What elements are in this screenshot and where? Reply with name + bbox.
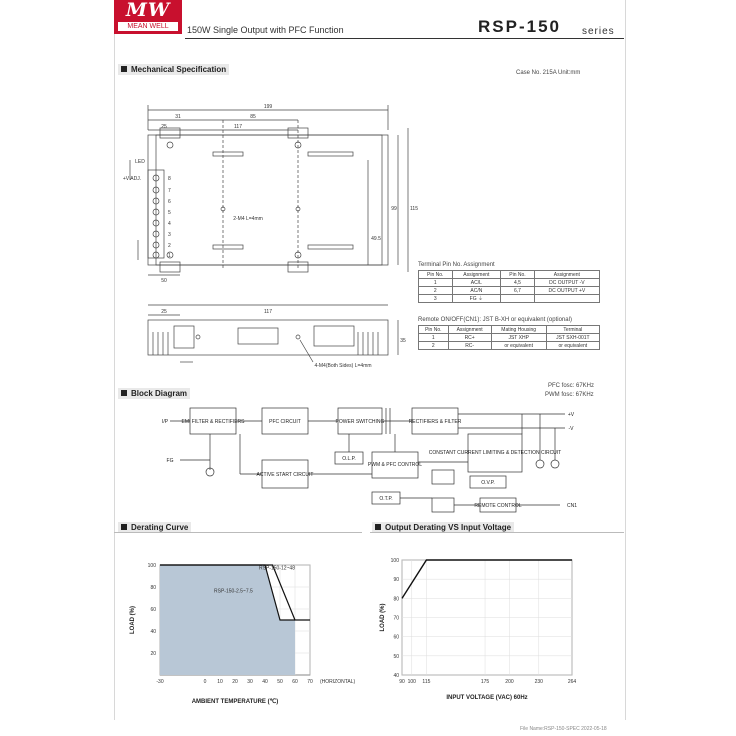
- mechanical-drawing: [118, 100, 418, 410]
- header-divider: [185, 38, 624, 39]
- divider: [370, 532, 624, 533]
- y-tick-label: 100: [390, 558, 399, 564]
- pwm-block: PWM & PFC CONTROL: [367, 462, 423, 468]
- brand-logo: [114, 0, 182, 34]
- section-mechanical-title: Mechanical Specification: [131, 65, 227, 74]
- y-tick-label: 60: [393, 634, 399, 641]
- x-tick-extra: (HORIZONTAL): [320, 679, 356, 685]
- section-derating-title: Derating Curve: [131, 523, 189, 532]
- x-tick-label: 90: [399, 679, 405, 685]
- table-header: Terminal: [546, 326, 599, 334]
- pin-label: 2: [168, 243, 171, 249]
- brand-mark: MW: [125, 0, 171, 21]
- table-header: Pin No.: [419, 271, 453, 279]
- table-cell: 3: [419, 295, 453, 303]
- dim-d: 25: [161, 124, 167, 130]
- y-tick-label: 80: [150, 585, 156, 591]
- dim-c: 117: [234, 124, 242, 130]
- table-cell: or equivalent: [491, 342, 546, 350]
- ovp-block: O.V.P.: [481, 480, 495, 486]
- x-tick-label: 230: [534, 679, 543, 685]
- block-diagram: [160, 400, 600, 515]
- terminal-table: [418, 270, 600, 303]
- x-tick-label: 10: [217, 679, 223, 685]
- table-cell: AC/L: [452, 279, 501, 287]
- table-row: [419, 287, 600, 295]
- case-info: Case No. 215A Unit:mm: [516, 70, 581, 76]
- y-tick-label: 80: [393, 596, 399, 603]
- y-tick-label: 90: [393, 577, 399, 584]
- x-tick-label: 20: [232, 679, 238, 685]
- y-tick-label: 70: [393, 615, 399, 622]
- dim-h2: 115: [410, 206, 418, 212]
- ip-label: I/P: [161, 419, 169, 425]
- terminal-title: Terminal Pin No. Assignment: [418, 262, 495, 268]
- dim-total: 199: [263, 104, 273, 110]
- table-cell: RC-: [448, 342, 491, 350]
- table-cell: FG ⏚: [452, 295, 501, 303]
- vminus-label: -V: [568, 426, 574, 432]
- section-mechanical: [118, 64, 229, 75]
- table-header-row: [419, 271, 600, 279]
- table-cell: 1: [419, 279, 453, 287]
- adj-label: +V ADJ.: [122, 176, 142, 182]
- section-block: [118, 388, 190, 399]
- x-tick-label: 40: [262, 679, 268, 685]
- pin-label: 5: [168, 210, 171, 216]
- x-axis-label: INPUT VOLTAGE (VAC) 60Hz: [446, 695, 528, 701]
- pin-label: 4: [168, 221, 171, 227]
- x-tick-label: 175: [480, 679, 490, 685]
- model-title: RSP-150: [478, 17, 561, 36]
- derating-chart: [120, 545, 365, 705]
- table-cell: 4,5: [501, 279, 535, 287]
- table-cell: JST SXH-001T: [546, 334, 599, 342]
- area-series-low: [160, 565, 295, 675]
- table-header: Pin No.: [501, 271, 535, 279]
- table-header-row: [419, 326, 600, 334]
- table-cell: 2: [419, 287, 453, 295]
- section-input-title: Output Derating VS Input Voltage: [385, 523, 512, 532]
- x-tick-label: 115: [422, 679, 431, 685]
- table-row: [419, 295, 600, 303]
- divider: [114, 532, 362, 533]
- table-header: Assignment: [534, 271, 599, 279]
- cn1-label: CN1: [566, 503, 578, 509]
- x-tick-label: 50: [277, 679, 283, 685]
- footer-note: File Name:RSP-150-SPEC 2022-05-18: [520, 726, 607, 732]
- vplus-label: +V: [567, 412, 575, 418]
- remote-block: REMOTE CONTROL: [474, 503, 522, 509]
- table-cell: [501, 295, 535, 303]
- product-subtitle: 150W Single Output with PFC Function: [187, 25, 344, 35]
- x-tick-label: -30: [156, 679, 164, 685]
- table-cell: DC OUTPUT +V: [534, 287, 599, 295]
- brand-name: MEAN WELL: [117, 21, 179, 32]
- table-cell: JST XHP: [491, 334, 546, 342]
- y-axis-label: LOAD (%): [380, 603, 386, 632]
- y-tick-label: 60: [150, 607, 156, 613]
- table-header: Assignment: [452, 271, 501, 279]
- section-block-title: Block Diagram: [131, 389, 188, 398]
- table-header: Mating Housing: [491, 326, 546, 334]
- pfc-block: PFC CIRCUIT: [269, 419, 301, 425]
- emi-block: EMI FILTER & RECTIFIERS: [181, 419, 245, 425]
- screw-note: 2-M4 L=4mm: [233, 216, 263, 222]
- input-voltage-chart: [372, 545, 612, 705]
- dim-side2: 35: [400, 338, 406, 344]
- table-cell: AC/N: [452, 287, 501, 295]
- pwm-fosc: PWM fosc: 67KHz: [545, 392, 594, 398]
- pfc-fosc: PFC fosc: 67KHz: [548, 383, 595, 389]
- table-cell: or equivalent: [546, 342, 599, 350]
- pin-label: 8: [168, 176, 171, 182]
- x-tick-label: 264: [567, 679, 577, 685]
- active-block: ACTIVE START CIRCUIT: [256, 472, 314, 478]
- series-label: series: [582, 26, 615, 37]
- y-tick-label: 40: [393, 673, 399, 679]
- x-tick-label: 100: [407, 679, 416, 685]
- table-cell: 2: [419, 342, 449, 350]
- side-screw-note: 4-M4(Both Sides) L=4mm: [314, 363, 372, 369]
- dim-bot: 117: [264, 309, 272, 315]
- table-header: Assignment: [448, 326, 491, 334]
- table-cell: 1: [419, 334, 449, 342]
- dim-bot-l: 25: [161, 309, 167, 315]
- y-tick-label: 40: [150, 629, 156, 635]
- table-cell: RC+: [448, 334, 491, 342]
- table-row: [419, 342, 600, 350]
- y-tick-label: 20: [150, 651, 156, 657]
- olp-block: O.L.P.: [342, 456, 356, 462]
- table-cell: [534, 295, 599, 303]
- table-cell: DC OUTPUT -V: [534, 279, 599, 287]
- remote-title: Remote ON/OFF(CN1): JST B-XH or equivalent (optional): [418, 317, 572, 323]
- dim-h: 99: [391, 206, 397, 212]
- pin-label: 7: [168, 188, 171, 194]
- dim-e: 49.5: [371, 236, 381, 242]
- pin-label: 6: [168, 199, 171, 205]
- y-axis-label: LOAD (%): [130, 606, 136, 634]
- remote-table: [418, 325, 600, 350]
- series-label-low: RSP-150-2.5~7.5: [214, 588, 253, 595]
- fg-label: FG: [166, 458, 174, 464]
- x-axis-label: AMBIENT TEMPERATURE (℃): [191, 699, 279, 705]
- table-cell: 6,7: [501, 287, 535, 295]
- table-row: [419, 334, 600, 342]
- otp-block: O.T.P.: [379, 496, 393, 502]
- led-label: LED: [135, 159, 145, 165]
- table-row: [419, 279, 600, 287]
- pin-label: 1: [168, 253, 171, 259]
- dim-a: 31: [175, 114, 181, 120]
- y-tick-label: 50: [393, 653, 399, 660]
- x-tick-label: 0: [203, 679, 207, 685]
- dim-b: 85: [250, 114, 256, 120]
- cc-block: CONSTANT CURRENT LIMITING & DETECTION CIRCUIT: [428, 450, 562, 456]
- table-header: Pin No.: [419, 326, 449, 334]
- dim-side: 50: [161, 278, 167, 284]
- x-tick-label: 70: [307, 679, 313, 685]
- x-tick-label: 200: [505, 679, 514, 685]
- rect-block: RECTIFIERS & FILTER: [408, 419, 462, 425]
- x-tick-label: 60: [292, 679, 298, 685]
- x-tick-label: 30: [247, 679, 253, 685]
- pin-label: 3: [168, 232, 171, 238]
- power-block: POWER SWITCHING: [335, 419, 385, 425]
- series-label-high: RSP-150-12~48: [259, 565, 295, 572]
- y-tick-label: 100: [147, 563, 156, 569]
